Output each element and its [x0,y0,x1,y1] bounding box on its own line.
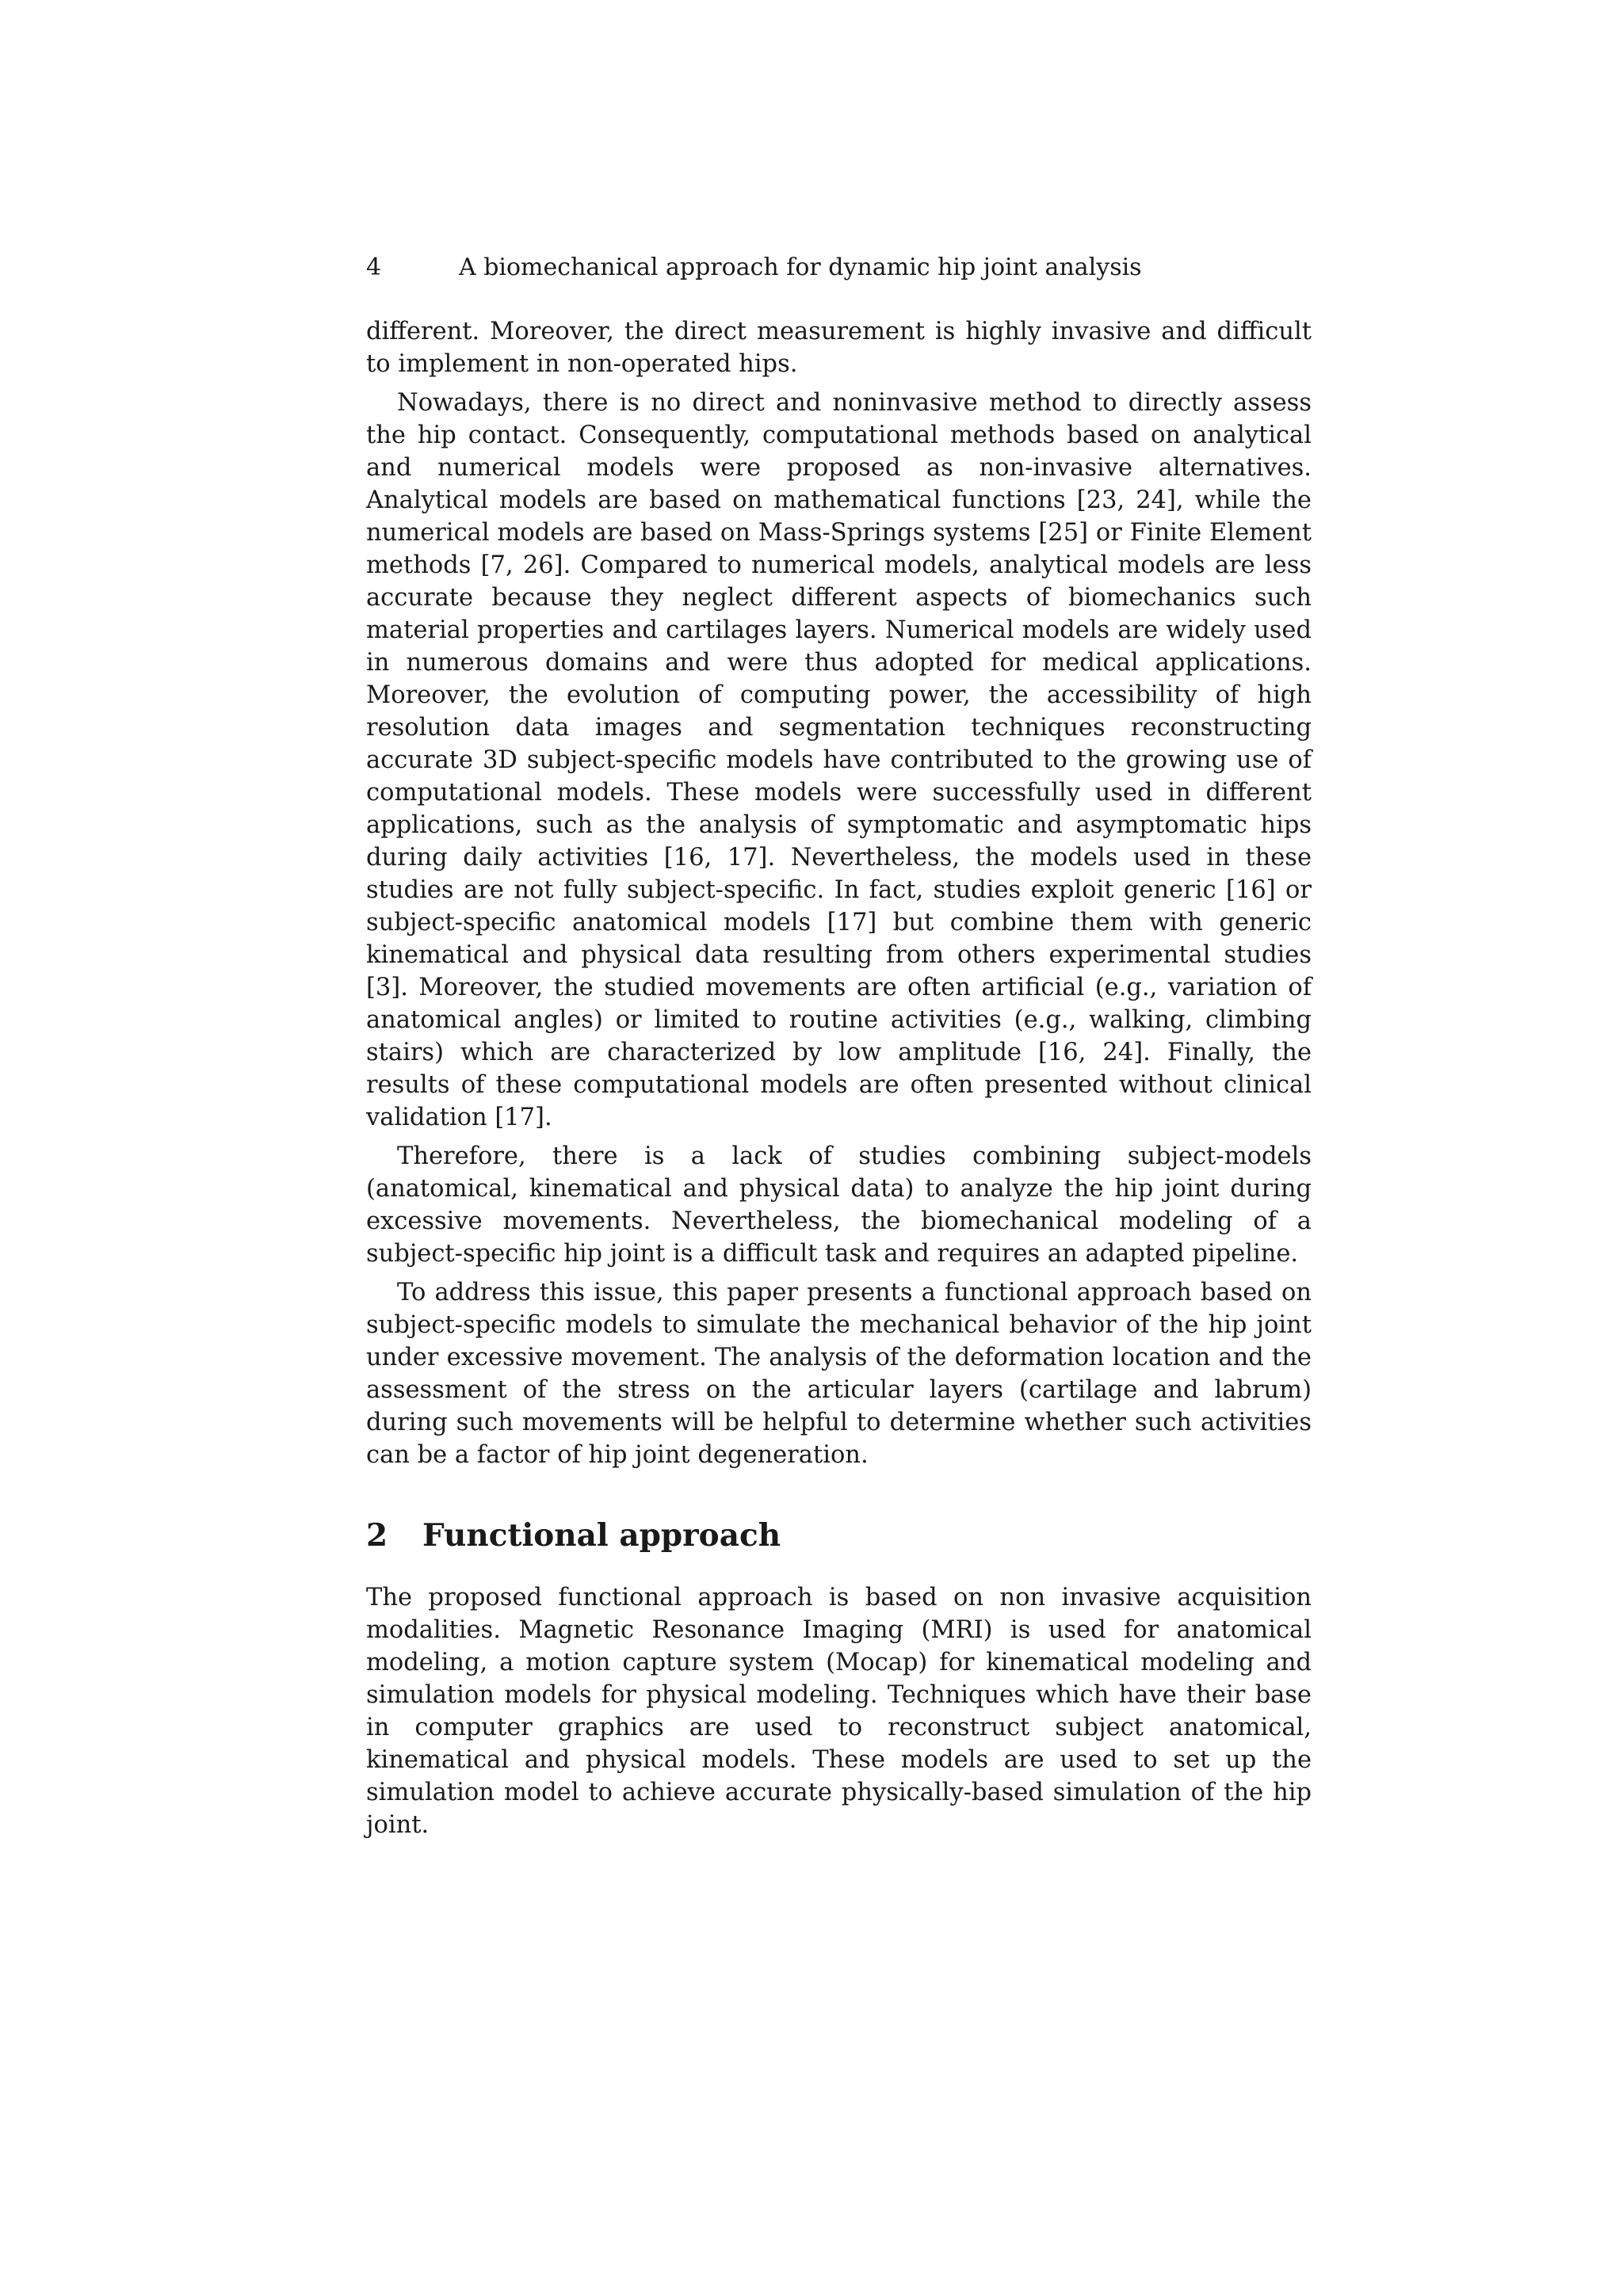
paragraph-lack-of-studies: Therefore, there is a lack of studies combining subject-models (anatomical, kinematical and physical data) to analyze the hip joint during excessive movements. Nevertheless, the biomechanical modeling of a subject-specific hip joint is a difficult task and requires an adapted pipeline. [366,1142,1312,1268]
body-text-section-2 [366,1581,1312,1841]
running-header [366,252,1317,290]
paragraph-functional-approach: The proposed functional approach is based on non invasive acquisition modalities. Magnetic Resonance Imaging (MRI) is used for anatomical modeling, a motion capture system (Mocap) for kinematical modeling and simulation models for physical modeling. Techniques which have their base in computer graphics are used to reconstruct subject anatomical, kinematical and physical models. These models are used to set up the simulation model to achieve accurate physically-based simulation of the hip joint. [366,1584,1312,1839]
section-title: Functional approach [422,1517,781,1554]
paragraph-computational-methods: Nowadays, there is no direct and noninvasive method to directly assess the hip contact. Consequently, computational methods based on analytical and numerical models were proposed as non-invasive alternatives. Analytical models are based on mathematical functions [23, 24], while the numerical models are based on Mass-Springs systems [25] or Finite Element methods [7, 26]. Compared to numerical models, analytical models are less accurate because they neglect different aspects of biomechanics such material properties and cartilages layers. Numerical models are widely used in numerous domains and were thus adopted for medical applications. Moreover, the evolution of computing power, the accessibility of high resolution data images and segmentation techniques reconstructing accurate 3D subject-specific models have contributed to the growing use of computational models. These models were successfully used in different applications, such as the analysis of symptomatic and asymptomatic hips during daily activities [16, 17]. Nevertheless, the models used in these studies are not fully subject-specific. In fact, studies exploit generic [16] or subject-specific anatomical models [17] but combine them with generic kinematical and physical data resulting from others experimental studies [3]. Moreover, the studied movements are often artificial (e.g., variation of anatomical angles) or limited to routine activities (e.g., walking, climbing stairs) which are characterized by low amplitude [16, 24]. Finally, the results of these computational models are often presented without clinical validation [17]. [366,389,1312,1131]
paragraph-paper-aim: To address this issue, this paper presents a functional approach based on subject-specific models to simulate the mechanical behavior of the hip joint under excessive movement. The analysis of the deformation location and the assessment of the stress on the articular layers (cartilage and labrum) during such movements will be helpful to determine whether such activities can be a factor of hip joint degeneration. [366,1279,1312,1469]
page-number: 4 [366,254,382,281]
paragraph-continuation: different. Moreover, the direct measurement is highly invasive and difficult to implement in non-operated hips. [366,318,1312,378]
running-title: A biomechanical approach for dynamic hip joint analysis [459,254,1142,281]
section-number: 2 [366,1517,388,1554]
body-text-intro [366,315,1312,1471]
